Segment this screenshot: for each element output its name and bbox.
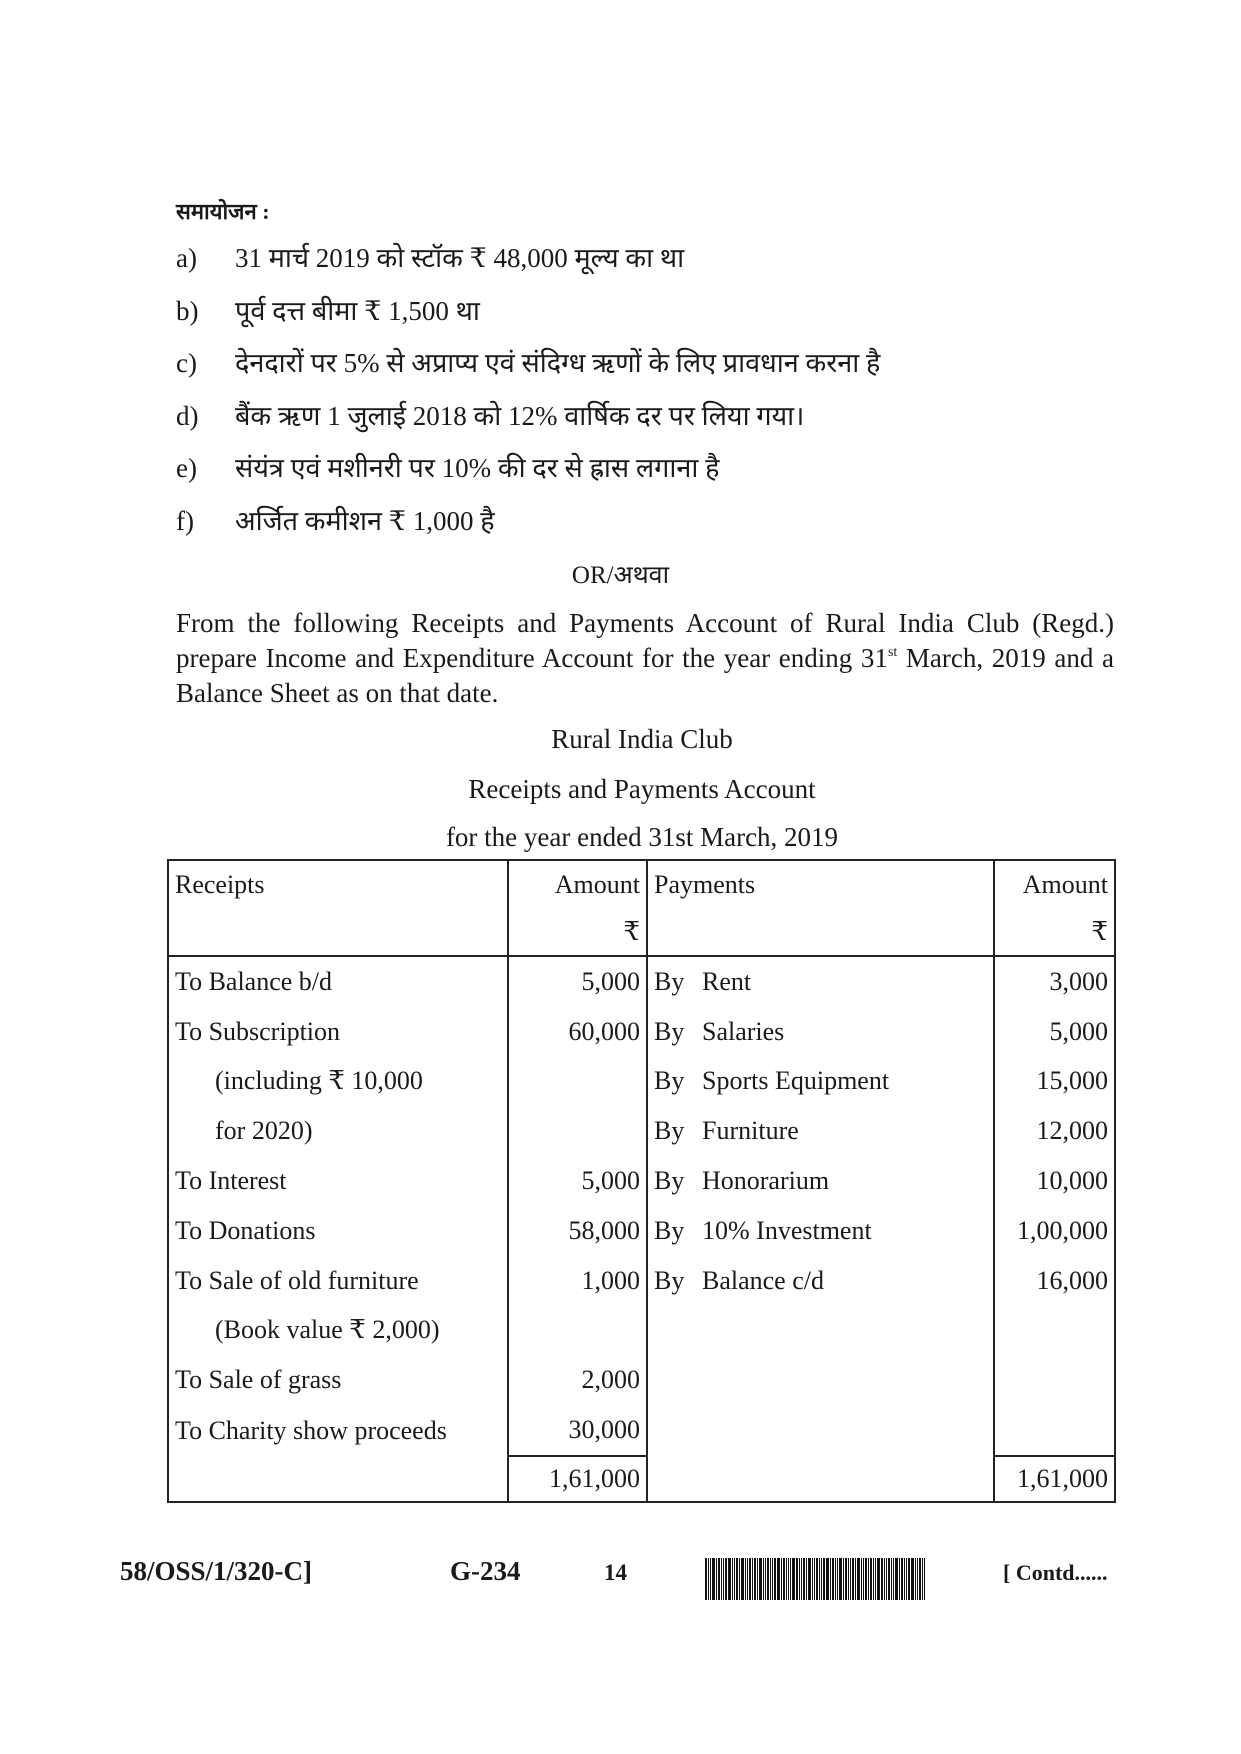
payment-amount: [994, 1355, 1115, 1405]
payment-prefix: By: [654, 1215, 685, 1245]
payment-item: [647, 1007, 994, 1057]
table-row: [168, 1355, 1115, 1405]
table-row: [168, 1156, 1115, 1206]
payment-item: [647, 1206, 994, 1256]
receipt-amount: [508, 1106, 647, 1156]
adjustment-item: [176, 240, 1136, 293]
payment-amount: 3,000: [994, 956, 1115, 1007]
payment-amount: 10,000: [994, 1156, 1115, 1206]
adjustment-item: [176, 345, 1136, 398]
adjustments-list: [176, 240, 1136, 555]
receipt-amount: 58,000: [508, 1206, 647, 1256]
adjustment-item: [176, 450, 1136, 503]
payment-label: Furniture: [702, 1116, 799, 1146]
receipt-item: (Book value ₹ 2,000): [168, 1306, 508, 1356]
receipts-payments-table: [167, 859, 1116, 1503]
question-text: [176, 606, 1114, 711]
payment-item: [647, 1405, 994, 1456]
item-letter: b): [176, 295, 199, 326]
account-subtitle: Receipts and Payments Account: [468, 774, 816, 804]
payment-item: [647, 1256, 994, 1306]
blank-cell: [647, 909, 994, 956]
account-period: for the year ended 31st March, 2019: [445, 822, 839, 852]
barcode-icon: [705, 1558, 975, 1600]
series-code: G-234: [450, 1556, 521, 1586]
payment-prefix: By: [654, 1066, 685, 1096]
receipt-amount: 60,000: [508, 1007, 647, 1057]
item-text: 31 मार्च 2019 को स्टॉक ₹ 48,000 मूल्य का था: [235, 243, 685, 273]
receipt-amount: [508, 1057, 647, 1107]
item-letter: a): [176, 243, 197, 273]
receipt-item: To Interest: [168, 1156, 508, 1206]
payment-item: [647, 1057, 994, 1107]
blank-cell: [647, 1456, 994, 1502]
or-text: OR/अथवा: [571, 562, 670, 589]
payment-amount: 5,000: [994, 1007, 1115, 1057]
payment-item: [647, 1355, 994, 1405]
item-text: पूर्व दत्त बीमा ₹ 1,500 था: [235, 295, 480, 326]
table-unit-row: [168, 909, 1115, 956]
payment-label: Salaries: [702, 1016, 785, 1046]
paper-code: 58/OSS/1/320-C]: [120, 1556, 313, 1586]
table-row: [168, 1007, 1115, 1057]
payment-item: [647, 1106, 994, 1156]
payment-item: [647, 1156, 994, 1206]
receipt-amount: 2,000: [508, 1355, 647, 1405]
header-payment-amount: Amount: [994, 860, 1115, 909]
totals-row: [168, 1456, 1115, 1502]
receipt-item: To Charity show proceeds: [168, 1405, 508, 1456]
header-receipt-amount: Amount: [508, 860, 647, 909]
table-header-row: [168, 860, 1115, 909]
payment-amount: [994, 1306, 1115, 1356]
currency-symbol: ₹: [994, 909, 1115, 956]
receipt-amount: 5,000: [508, 956, 647, 1007]
payment-prefix: By: [654, 1265, 685, 1295]
payment-item: [647, 1306, 994, 1356]
currency-symbol: ₹: [508, 909, 647, 956]
receipt-item: To Balance b/d: [168, 956, 508, 1007]
item-letter: d): [176, 400, 199, 431]
question-sup: st: [887, 645, 898, 660]
question-part2: March, 2019 and a Balance Sheet as on that date.: [176, 643, 1114, 708]
receipt-item: (including ₹ 10,000: [168, 1057, 508, 1107]
account-club-title: Rural India Club: [551, 724, 733, 754]
payment-label: Rent: [702, 966, 752, 996]
payment-label: Balance c/d: [702, 1265, 824, 1295]
continued-label: [ Contd......: [1003, 1560, 1108, 1585]
item-text: संयंत्र एवं मशीनरी पर 10% की दर से ह्रास लगाना है: [235, 453, 720, 483]
receipt-item: To Sale of grass: [168, 1355, 508, 1405]
payment-prefix: By: [654, 1166, 685, 1196]
table-row: [168, 1106, 1115, 1156]
table-row: [168, 1206, 1115, 1256]
payment-amount: 12,000: [994, 1106, 1115, 1156]
item-text: बैंक ऋण 1 जुलाई 2018 को 12% वार्षिक दर पर लिया गया।: [235, 400, 805, 431]
blank-cell: [168, 909, 508, 956]
receipt-amount: [508, 1306, 647, 1356]
receipt-amount: 30,000: [508, 1405, 647, 1456]
total-receipts: 1,61,000: [508, 1456, 647, 1502]
adjustment-item: [176, 503, 1136, 556]
payment-amount: 1,00,000: [994, 1206, 1115, 1256]
table-row: [168, 1405, 1115, 1456]
item-letter: e): [176, 453, 197, 483]
payment-amount: 16,000: [994, 1256, 1115, 1306]
payment-prefix: By: [654, 1016, 685, 1046]
receipt-amount: 1,000: [508, 1256, 647, 1306]
table-row: [168, 1057, 1115, 1107]
item-letter: c): [176, 348, 197, 378]
payment-label: Sports Equipment: [702, 1066, 890, 1096]
adjustment-item: [176, 293, 1136, 346]
payment-prefix: By: [654, 966, 685, 996]
page-number: 14: [604, 1560, 627, 1585]
payment-prefix: By: [654, 1116, 685, 1146]
blank-cell: [168, 1456, 508, 1502]
item-letter: f): [176, 505, 194, 536]
receipt-item: To Subscription: [168, 1007, 508, 1057]
receipt-item: To Sale of old furniture: [168, 1256, 508, 1306]
payment-label: Honorarium: [702, 1166, 830, 1196]
table-row: [168, 1256, 1115, 1306]
receipt-item: To Donations: [168, 1206, 508, 1256]
total-payments: 1,61,000: [994, 1456, 1115, 1502]
header-payments: Payments: [647, 860, 994, 909]
table-row: [168, 956, 1115, 1007]
or-separator: [0, 557, 1241, 591]
payment-label: 10% Investment: [702, 1215, 872, 1245]
payment-amount: 15,000: [994, 1057, 1115, 1107]
header-receipts: Receipts: [168, 860, 508, 909]
adjustment-item: [176, 398, 1136, 451]
question-part1: From the following Receipts and Payments Account of Rural India Club (Regd.) prepare Income and Expenditure Account for the year ending 31: [176, 608, 1114, 673]
adjustments-heading: समायोजन :: [176, 199, 270, 224]
item-text: अर्जित कमीशन ₹ 1,000 है: [235, 505, 495, 536]
item-text: देनदारों पर 5% से अप्राप्य एवं संदिग्ध ऋणों के लिए प्रावधान करना है: [235, 348, 881, 378]
payment-item: [647, 956, 994, 1007]
table-row: [168, 1306, 1115, 1356]
receipt-amount: 5,000: [508, 1156, 647, 1206]
receipt-item: for 2020): [168, 1106, 508, 1156]
payment-amount: [994, 1405, 1115, 1456]
